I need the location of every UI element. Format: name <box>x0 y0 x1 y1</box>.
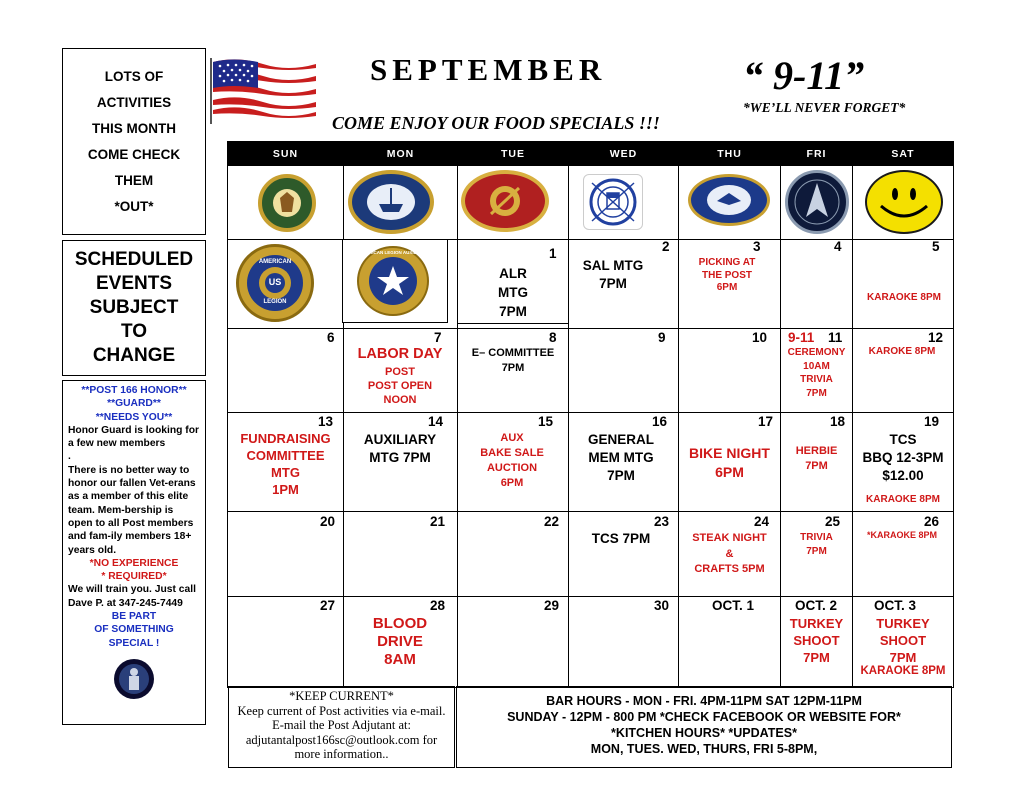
event-line: DRIVE <box>377 633 423 650</box>
event-general-mtg <box>570 431 672 485</box>
event-line: MTG <box>271 465 300 480</box>
date-4: 4 <box>834 239 842 254</box>
event-line: BLOOD <box>372 615 428 632</box>
date-3: 3 <box>753 239 761 254</box>
never-forget-text: *WE’LL NEVER FORGET* <box>743 100 906 115</box>
event-line: TURKEY <box>876 616 930 631</box>
scheduled-line: SCHEDULED <box>74 249 194 270</box>
event-karaoke: *KARAOKE 8PM <box>866 530 937 540</box>
date-18: 18 <box>830 414 846 429</box>
army-seal-icon <box>258 174 316 232</box>
honor-train: We will train you. Just call Dave P. at 347-245-7449 <box>68 584 196 609</box>
event-post-open <box>346 365 454 407</box>
event-line: MEM MTG <box>588 450 654 465</box>
event-tcs-bbq <box>853 431 953 485</box>
day-header-fri: FRI <box>781 142 852 166</box>
keep-line: Keep current of Post activities via e-mail. <box>237 703 446 718</box>
keep-current-box <box>228 686 455 768</box>
be-part: BE PART <box>111 611 157 623</box>
auxiliary-emblem-frame <box>342 239 448 323</box>
row-divider <box>228 328 953 329</box>
legion-emblem-center: US <box>268 277 282 287</box>
date-21: 21 <box>430 514 446 529</box>
date-oct-1: OCT. 1 <box>712 598 755 613</box>
col-divider <box>568 142 569 687</box>
date-6: 6 <box>327 330 335 345</box>
keep-line: *KEEP CURRENT* <box>289 689 394 703</box>
honor-guard-box <box>62 380 206 725</box>
row-divider <box>228 511 953 512</box>
event-line: 7PM <box>805 460 828 472</box>
date-1: 1 <box>549 246 557 261</box>
day-header-sun: SUN <box>228 142 343 166</box>
honor-body: There is no better way to honor our fallen Vet-erans as a member of this elite team. Mem-bership is open to all Post members and fam-ily members 18+ years old. <box>68 464 196 556</box>
activities-box <box>62 48 206 235</box>
event-sal-mtg <box>573 257 653 293</box>
date-12: 12 <box>928 330 944 345</box>
event-line: POST <box>385 366 415 378</box>
legion-emblem-bottom: LEGION <box>263 299 287 305</box>
event-line: COMMITTEE <box>246 448 325 463</box>
event-bake-sale <box>458 431 566 491</box>
event-line: AUXILIARY <box>363 432 437 447</box>
event-turkey-shoot <box>781 615 852 666</box>
event-line: 7PM <box>803 650 830 665</box>
month-title: SEPTEMBER <box>370 52 607 87</box>
be-part: OF SOMETHING <box>94 624 174 636</box>
event-line: & <box>725 547 734 560</box>
honor-dot: . <box>68 451 71 463</box>
honor-title: **NEEDS YOU** <box>95 411 173 423</box>
event-line: AUCTION <box>486 462 538 474</box>
col-divider <box>343 142 344 687</box>
event-line: SHOOT <box>879 633 927 648</box>
event-labor-day: LABOR DAY <box>357 346 443 362</box>
honor-title: **POST 166 HONOR** <box>81 385 187 396</box>
event-line: 6PM <box>500 477 524 489</box>
date-10: 10 <box>752 330 768 345</box>
event-line: NOON <box>383 394 417 406</box>
event-e-committee <box>458 346 568 376</box>
event-line: TRIVIA <box>800 532 833 543</box>
bar-line: MON, TUES. WED, THURS, FRI 5-8PM, <box>590 742 818 756</box>
event-tcs: TCS 7PM <box>591 531 651 546</box>
event-line: POST OPEN <box>367 380 433 392</box>
event-line: THE POST <box>701 269 752 281</box>
day-header-thu: THU <box>679 142 780 166</box>
event-line: BBQ 12-3PM <box>862 450 944 465</box>
date-26: 26 <box>924 514 940 529</box>
event-line: 7PM <box>607 468 635 483</box>
event-line: 10AM <box>803 360 830 372</box>
row-divider <box>228 239 953 240</box>
event-bike-night <box>679 444 780 482</box>
date-oct-2: OCT. 2 <box>795 598 838 613</box>
date-15: 15 <box>538 414 554 429</box>
date-19: 19 <box>924 414 940 429</box>
col-divider <box>852 142 853 687</box>
date-9: 9 <box>658 330 666 345</box>
event-line: MTG <box>498 285 528 300</box>
activities-line: *OUT* <box>114 198 154 214</box>
row-divider <box>228 596 953 597</box>
event-line: 7PM <box>499 304 527 319</box>
event-line: ALR <box>499 266 527 281</box>
event-line: E– COMMITTEE <box>471 347 555 359</box>
space-force-seal-icon <box>785 170 849 234</box>
event-karaoke: KARAOKE 8PM <box>866 494 940 505</box>
smiley-face-icon <box>865 170 943 234</box>
scheduled-line: EVENTS <box>95 273 173 294</box>
event-line: TCS <box>889 432 917 447</box>
navy-seal-icon <box>348 170 434 234</box>
event-line: 7PM <box>806 387 827 399</box>
bar-line: BAR HOURS - MON - FRI. 4PM-11PM SAT 12PM-11PM <box>546 694 862 708</box>
date-5: 5 <box>932 239 940 254</box>
event-auxiliary-mtg <box>344 431 456 467</box>
date-13: 13 <box>318 414 334 429</box>
event-line: FUNDRAISING <box>240 431 331 446</box>
event-line: 7PM <box>806 546 827 557</box>
event-line: STEAK NIGHT <box>692 532 767 544</box>
event-line: HERBIE <box>795 445 838 457</box>
marine-corps-seal-icon <box>461 170 549 232</box>
date-8: 8 <box>549 330 557 345</box>
event-line: 7PM <box>599 276 627 291</box>
american-flag-icon <box>208 56 320 126</box>
event-line: 7PM <box>501 362 525 374</box>
nine-eleven-label: 9-11 <box>788 330 815 345</box>
event-line: MTG 7PM <box>369 450 431 465</box>
event-fundraising <box>228 430 343 498</box>
event-line: 6PM <box>716 282 738 293</box>
date-oct-3: OCT. 3 <box>874 598 917 613</box>
date-11: 11 <box>828 330 843 345</box>
date-28: 28 <box>430 598 446 613</box>
bar-hours-box <box>456 686 952 768</box>
event-line: $12.00 <box>882 468 924 483</box>
date-30: 30 <box>654 598 670 613</box>
scheduled-line: CHANGE <box>92 345 176 366</box>
activities-line: LOTS OF <box>104 68 164 84</box>
food-specials-text: COME ENJOY OUR FOOD SPECIALS !!! <box>332 113 660 133</box>
event-line: 7PM <box>889 650 917 665</box>
col-divider <box>457 142 458 687</box>
date-23: 23 <box>654 514 670 529</box>
event-trivia <box>781 531 852 559</box>
event-blood-drive <box>344 615 456 669</box>
event-line: SAL MTG <box>582 258 644 273</box>
event-line: GENERAL <box>587 432 654 447</box>
event-line: TRIVIA <box>800 374 833 385</box>
day-header-wed: WED <box>569 142 678 166</box>
honor-body: Honor Guard is looking for a few new members <box>68 424 199 450</box>
date-2: 2 <box>662 239 670 254</box>
date-27: 27 <box>320 598 336 613</box>
keep-email: adjutantalpost166sc@outlook.com for <box>245 732 438 747</box>
activities-line: COME CHECK <box>87 146 181 162</box>
date-29: 29 <box>544 598 560 613</box>
event-line: CEREMONY <box>787 347 846 358</box>
event-line: 6PM <box>715 464 744 480</box>
nine-eleven-title: “ 9-11” <box>743 53 865 98</box>
honor-guard-badge-icon <box>105 658 163 700</box>
date-17: 17 <box>758 414 774 429</box>
activities-line: THIS MONTH <box>92 120 176 136</box>
scheduled-events-box <box>62 240 206 376</box>
legion-auxiliary-emblem-icon <box>357 246 429 316</box>
keep-line: E-mail the Post Adjutant at: <box>272 718 411 732</box>
event-steak-night <box>679 531 780 578</box>
event-line: BAKE SALE <box>480 447 544 459</box>
event-line: PICKING AT <box>698 257 756 268</box>
event-ceremony <box>781 346 852 400</box>
event-picking <box>682 257 772 295</box>
event-line: BIKE NIGHT <box>689 445 770 461</box>
scheduled-line: SUBJECT <box>89 297 179 318</box>
date-24: 24 <box>754 514 770 529</box>
date-22: 22 <box>544 514 560 529</box>
event-karaoke: KARAOKE 8PM <box>867 292 941 303</box>
activities-line: ACTIVITIES <box>96 94 172 110</box>
day-header-tue: TUE <box>458 142 568 166</box>
no-experience: * REQUIRED* <box>101 571 167 583</box>
coast-guard-seal-icon <box>583 174 643 230</box>
event-line: SHOOT <box>793 633 840 648</box>
legion-auxiliary-label: AMERICAN LEGION AUXILIARY <box>359 250 427 255</box>
legion-emblem-top: AMERICAN <box>258 259 292 265</box>
be-part: SPECIAL ! <box>108 637 160 649</box>
bar-line: SUNDAY - 12PM - 800 PM *CHECK FACEBOOK OR WEBSITE FOR* <box>507 710 901 724</box>
date-14: 14 <box>428 414 444 429</box>
event-line: CRAFTS 5PM <box>694 563 765 575</box>
date-25: 25 <box>825 514 841 529</box>
event-line: TURKEY <box>789 616 844 631</box>
event-alr-mtg <box>468 264 558 321</box>
event-karaoke: KARAOKE 8PM <box>860 665 946 677</box>
event-line: 8AM <box>384 651 416 668</box>
bar-line: *KITCHEN HOURS* *UPDATES* <box>611 726 797 740</box>
calendar-grid <box>227 141 954 688</box>
event-karoke: KAROKE 8PM <box>868 346 936 357</box>
date-20: 20 <box>320 514 336 529</box>
event-line: AUX <box>500 432 524 444</box>
scheduled-line: TO <box>120 321 148 342</box>
date-7: 7 <box>434 330 442 345</box>
american-legion-emblem-icon <box>236 244 314 322</box>
col-divider <box>678 142 679 687</box>
day-header-mon: MON <box>344 142 457 166</box>
honor-title: **GUARD** <box>107 398 161 410</box>
air-force-seal-icon <box>688 174 770 226</box>
event-line: 1PM <box>272 482 299 497</box>
activities-line: THEM <box>114 172 154 188</box>
no-experience: *NO EXPERIENCE <box>89 557 179 569</box>
date-16: 16 <box>652 414 668 429</box>
event-turkey-shoot <box>853 615 953 666</box>
keep-line: more information.. <box>294 747 389 761</box>
event-herbie <box>781 444 852 474</box>
row-divider <box>228 412 953 413</box>
day-header-sat: SAT <box>853 142 953 166</box>
col-divider <box>780 142 781 687</box>
